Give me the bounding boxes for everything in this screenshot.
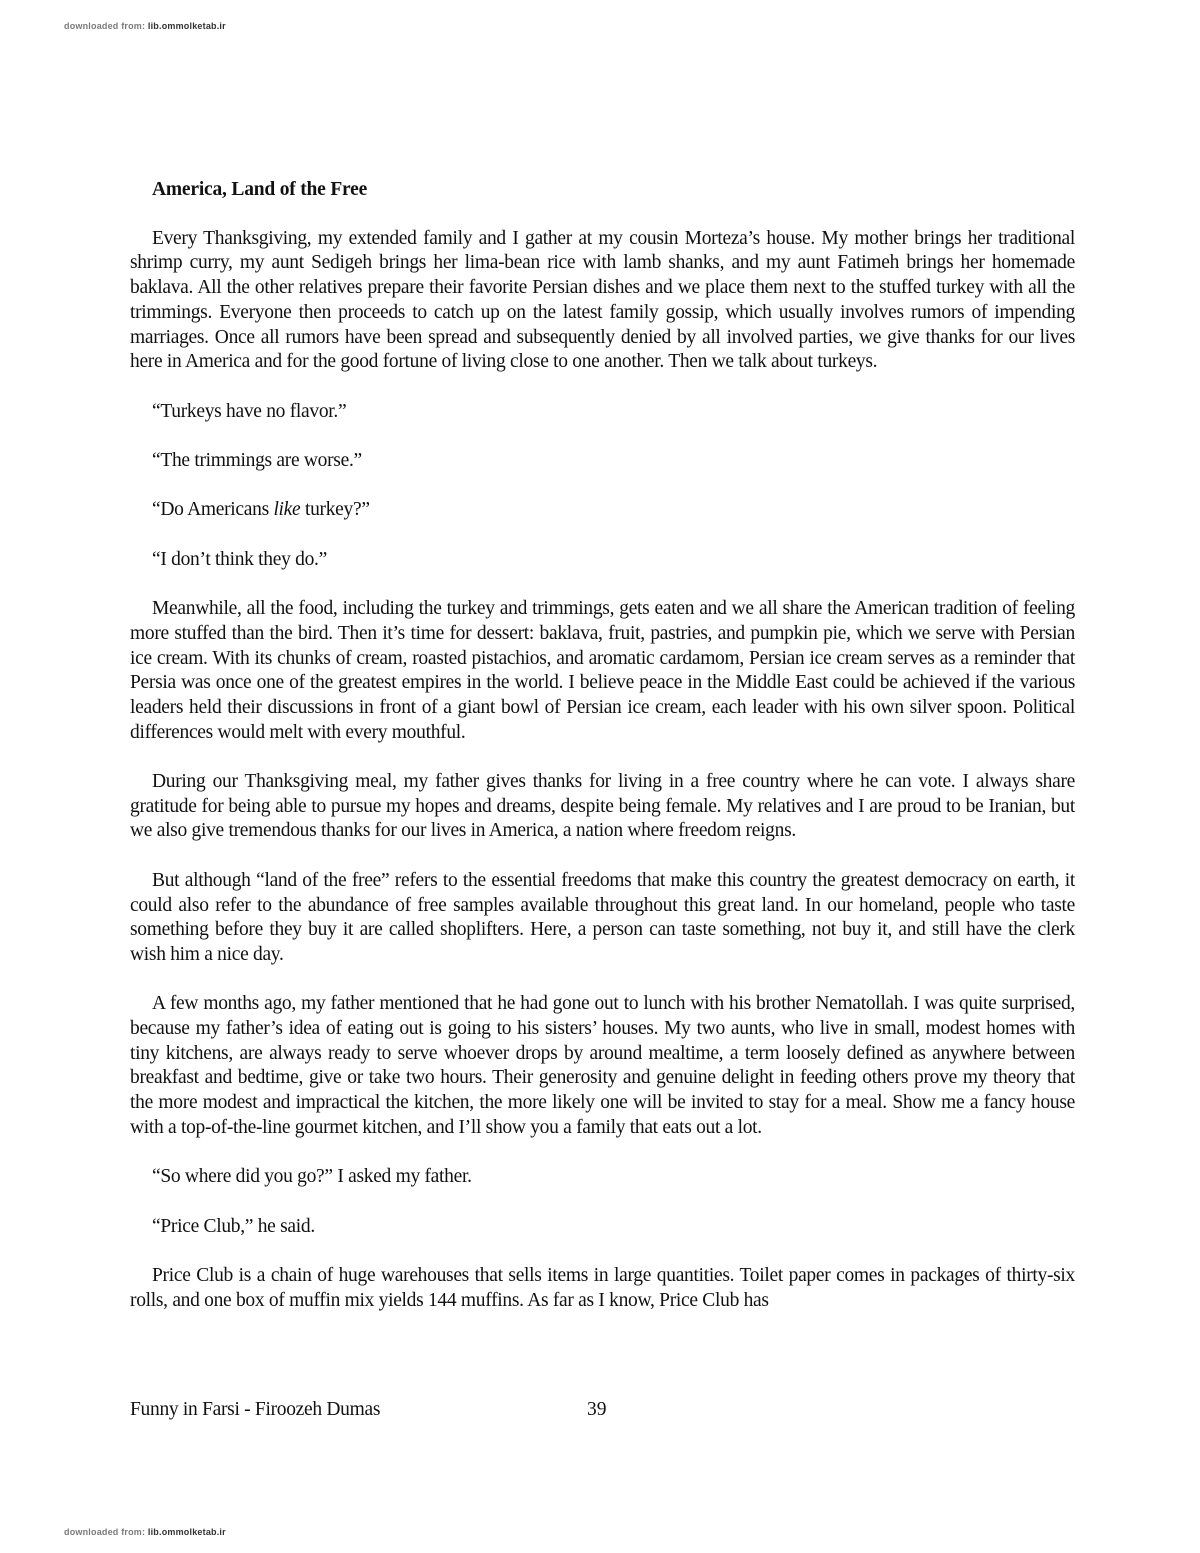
watermark-prefix: downloaded from: (64, 21, 146, 31)
watermark-domain: lib.ommolketab.ir (147, 1527, 226, 1537)
watermark-prefix: downloaded from: (64, 1527, 146, 1537)
dialogue-line: “Turkeys have no flavor.” (152, 400, 347, 422)
watermark-bottom (64, 1527, 226, 1537)
dialogue-part: turkey?” (300, 499, 370, 521)
dialogue-line: “The trimmings are worse.” (152, 450, 362, 471)
watermark-top (64, 21, 226, 31)
dialogue-part: “Do Americans (152, 499, 274, 521)
chapter-title: America, Land of the Free (152, 179, 368, 200)
paragraph-dessert: Meanwhile, all the food, including the turkey and trimmings, gets eaten and we all share the American tradition of feeling more stuffed than the bird. Then it’s time for dessert: baklava, fruit, pastries, and pumpkin pie, which we serve with Persian ice cream. With its chunks of cream, roasted pistachios, and aromatic cardamom, Persian ice cream serves as a reminder that Persia was once one of the greatest empires in the world. I believe peace in the Middle East could be achieved if the various leaders held their discussions in front of a giant bowl of Persian ice cream, each leader with his own silver spoon. Political differences would melt with every mouthful. (130, 598, 1075, 743)
paragraph-gratitude: During our Thanksgiving meal, my father gives thanks for living in a free country where he can vote. I always share gratitude for being able to pursue my hopes and dreams, despite being female. My relatives and I are proud to be Iranian, but we also give tremendous thanks for our lives in America, a nation where freedom reigns. (130, 771, 1075, 842)
dialogue-emphasis: like (273, 499, 301, 521)
paragraph-free-samples: But although “land of the free” refers to the essential freedoms that make this country the greatest democracy on earth, it could also refer to the abundance of free samples available throughout this great land. In our homeland, people who taste something before they buy it are called shoplifters. Here, a person can taste something, not buy it, and still have the clerk wish him a nice day. (130, 869, 1075, 965)
watermark-domain: lib.ommolketab.ir (147, 21, 226, 31)
dialogue-line: “So where did you go?” I asked my father. (152, 1166, 472, 1188)
paragraph-price-club: Price Club is a chain of huge warehouses that sells items in large quantities. Toilet paper comes in packages of thirty-six rolls, and one box of muffin mix yields 144 muffins. As far as I know, Price Club has (130, 1265, 1075, 1311)
dialogue-line: “Price Club,” he said. (152, 1215, 315, 1237)
page-number: 39 (587, 1399, 607, 1420)
paragraph-thanksgiving: Every Thanksgiving, my extended family and I gather at my cousin Morteza’s house. My mother brings her traditional shrimp curry, my aunt Sedigeh brings her lima-bean rice with lamb shanks, and my aunt Fatimeh brings her homemade baklava. All the other relatives prepare their favorite Persian dishes and we place them next to the stuffed turkey with all the trimmings. Everyone then proceeds to catch up on the latest family gossip, which usually involves rumors of impending marriages. Once all rumors have been spread and subsequently denied by all involved parties, we give thanks for our lives here in America and for the good fortune of living close to one another. Then we talk about turkeys. (130, 227, 1075, 373)
page-body (130, 178, 1075, 1313)
dialogue-line-italic (130, 498, 1075, 523)
dialogue-line: “I don’t think they do.” (152, 548, 327, 570)
paragraph-lunch: A few months ago, my father mentioned that he had gone out to lunch with his brother Nematollah. I was quite surprised, because my father’s idea of eating out is going to his sisters’ houses. My two aunts, who live in small, modest homes with tiny kitchens, are always ready to serve whoever drops by around mealtime, a term loosely defined as anywhere between breakfast and bedtime, give or take two hours. Their generosity and genuine delight in feeding others prove my theory that the more modest and impractical the kitchen, the more likely one will be invited to stay for a meal. Show me a fancy house with a top-of-the-line gourmet kitchen, and I’ll show you a family that eats out a lot. (130, 993, 1075, 1138)
footer-book-title: Funny in Farsi - Firoozeh Dumas (130, 1399, 381, 1420)
